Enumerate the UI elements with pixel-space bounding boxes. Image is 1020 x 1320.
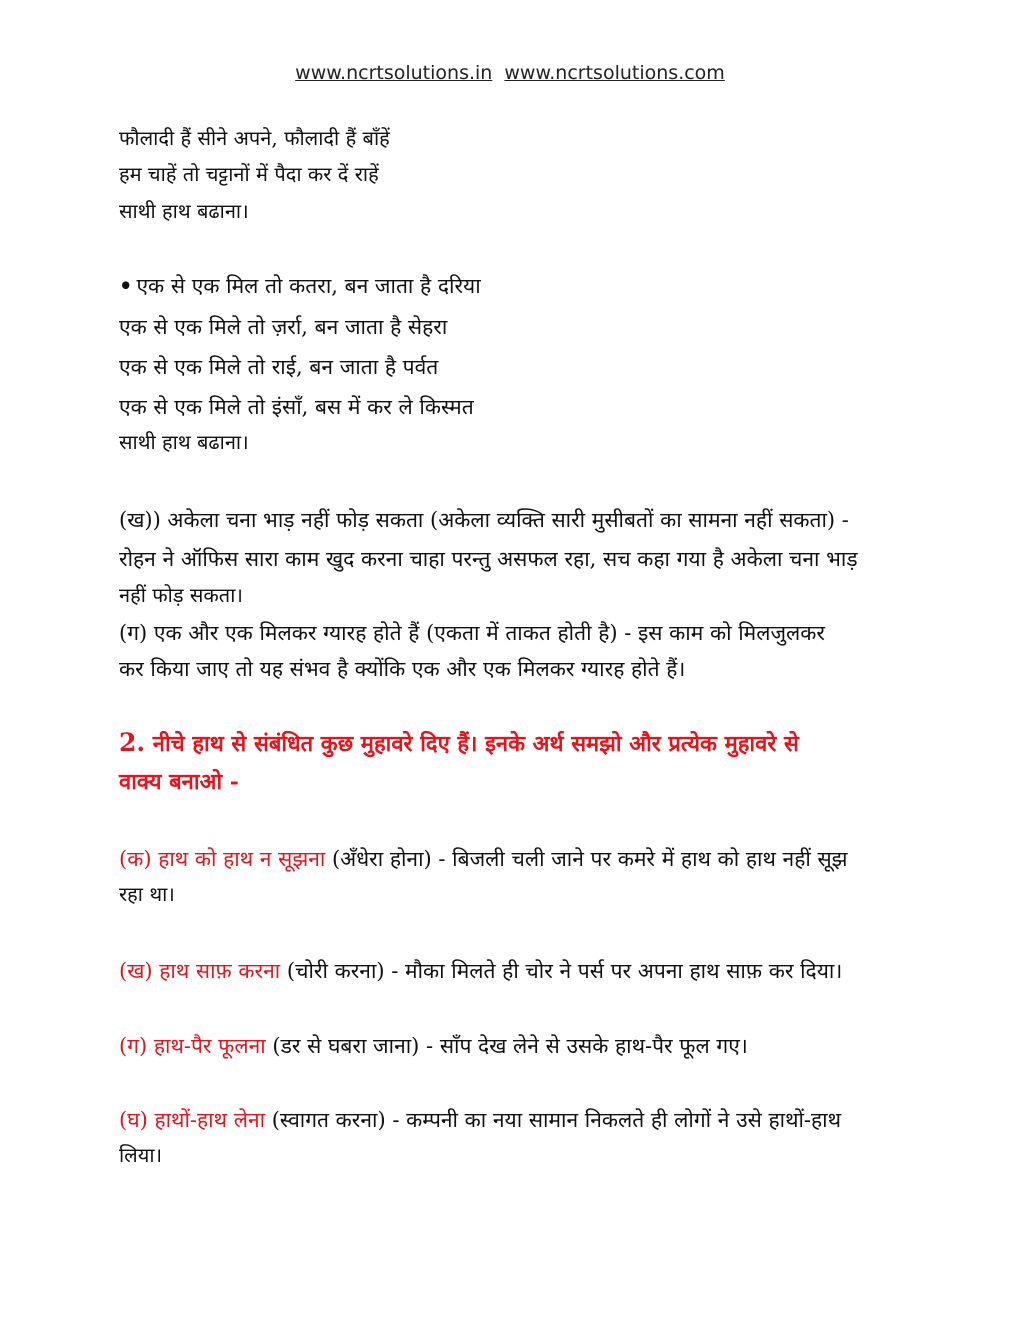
poem1-line-3: साथी हाथ बढाना। [119, 199, 249, 223]
link-ncrtsolutions-com[interactable]: www.ncrtsolutions.com [504, 62, 725, 84]
poem1-line-1: फौलादी हैं सीने अपने, फौलादी हैं बाँहें [119, 126, 390, 150]
poem2-line-4: एक से एक मिले तो इंसाँ, बस में कर ले किस्मत [119, 395, 474, 419]
idiom-gha-line-1 [119, 1106, 841, 1134]
poem1-line-2: हम चाहें तो चट्टानों में पैदा कर दें राहें [119, 162, 379, 186]
ga-line-1: (ग) एक और एक मिलकर ग्यारह होते हैं (एकता में ताकत होती है) - इस काम को मिलजुलकर [119, 621, 825, 645]
kha-line-3: नहीं फोड़ सकता। [119, 583, 243, 607]
idiom-gha-meaning: (स्वागत करना) - कम्पनी का नया सामान निकलते ही लोगों ने उसे हाथों-हाथ [265, 1108, 842, 1132]
idiom-ka-meaning: (अँधेरा होना) - बिजली चली जाने पर कमरे में हाथ को हाथ नहीं सूझ [325, 847, 848, 871]
idiom-kha-meaning: (चोरी करना) - मौका मिलते ही चोर ने पर्स पर अपना हाथ साफ़ कर दिया। [280, 959, 843, 983]
question-2-number: 2. [119, 728, 146, 757]
ga-line-2: कर किया जाए तो यह संभव है क्योंकि एक और एक मिलकर ग्यारह होते हैं। [119, 657, 686, 681]
idiom-gha-line-2: लिया। [119, 1143, 163, 1167]
kha-line-1: (ख)) अकेला चना भाड़ नहीं फोड़ सकता (अकेला व्यक्ति सारी मुसीबतों का सामना नहीं सकता) - [119, 508, 849, 532]
idiom-kha-line-1 [119, 957, 842, 985]
idiom-kha-phrase: (ख) हाथ साफ़ करना [119, 959, 281, 983]
idiom-ka-line-1 [119, 845, 848, 873]
link-ncrtsolutions-in[interactable]: www.ncrtsolutions.in [295, 62, 493, 84]
kha-line-2: रोहन ने ऑफिस सारा काम खुद करना चाहा परन्तु असफल रहा, सच कहा गया है अकेला चना भाड़ [119, 547, 858, 571]
poem2-line-5: साथी हाथ बढाना। [119, 430, 249, 454]
poem2-line-3: एक से एक मिले तो राई, बन जाता है पर्वत [119, 355, 439, 379]
question-2-text-line-1: नीचे हाथ से संबंधित कुछ मुहावरे दिए हैं। इनके अर्थ समझो और प्रत्येक मुहावरे से [152, 731, 799, 757]
idiom-ga-line-1 [119, 1032, 748, 1060]
question-2-text-line-2: वाक्य बनाओ - [119, 769, 239, 795]
idiom-ka-line-2: रहा था। [119, 882, 175, 906]
idiom-ga-phrase: (ग) हाथ-पैर फूलना [119, 1034, 266, 1058]
poem2-line-2: एक से एक मिले तो ज़र्रा, बन जाता है सेहरा [119, 315, 448, 339]
idiom-ka-phrase: (क) हाथ को हाथ न सूझना [119, 847, 326, 871]
idiom-gha-phrase: (घ) हाथों-हाथ लेना [119, 1108, 266, 1132]
poem2-line-1 [119, 272, 481, 300]
page-header [0, 62, 1020, 84]
question-2-heading [119, 728, 799, 758]
bullet-icon: • [119, 273, 133, 298]
poem2-line-1-text: एक से एक मिल तो कतरा, बन जाता है दरिया [136, 274, 481, 298]
idiom-ga-meaning: (डर से घबरा जाना) - साँप देख लेने से उसके हाथ-पैर फूल गए। [265, 1034, 748, 1058]
